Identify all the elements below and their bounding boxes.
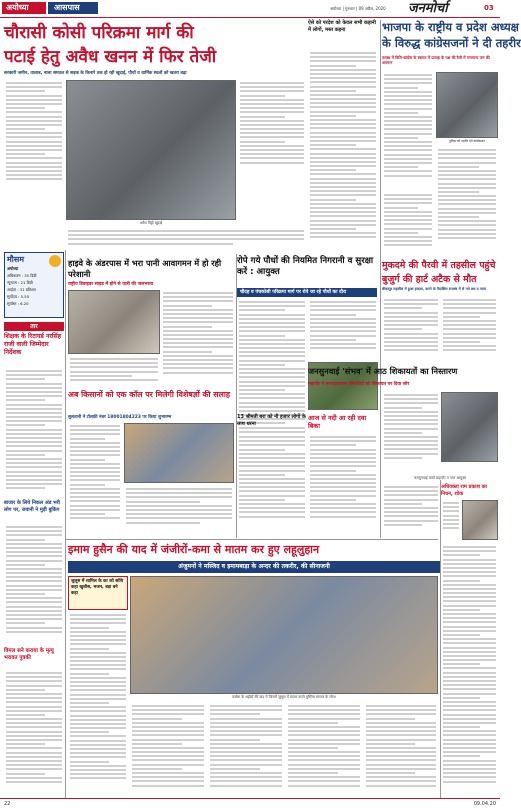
right-intro-text xyxy=(308,50,378,250)
story3-subhead: सुलतानी ने टोलफ्री नंबर 18001804223 पर किया शुभारम्भ xyxy=(68,415,172,420)
jansunvai-text-b xyxy=(382,484,440,538)
left-col-headline: शिक्षक के रिटायर्ड नरसिंह राजी वाली जिम्मेदार निर्देशक xyxy=(4,333,62,356)
weather-line-2: न्यूनतम : 21 डिग्री xyxy=(7,280,33,285)
column-rule-right xyxy=(380,20,381,538)
column-rule-left xyxy=(65,250,66,798)
bottom-text-b xyxy=(130,703,206,795)
jansunvai-caption: जनसुनवाई करते महापौर व नगर आयुक्त xyxy=(413,476,467,480)
section-tag-left: अयोध्या xyxy=(2,2,46,14)
left-col-text-3 xyxy=(4,670,64,794)
bottom-text-a xyxy=(68,612,128,794)
column-rule-mid xyxy=(236,254,237,538)
weather-line-5: सूर्यास्त : 6.20 xyxy=(7,301,29,306)
footer-right: 09.04.20 xyxy=(473,801,496,807)
right-headline-2: के विरुद्ध कांग्रेसजनों ने दी तहरीर xyxy=(382,36,521,50)
right-top-text-c xyxy=(382,192,434,256)
lead-photo xyxy=(66,80,236,220)
right-top-intro: ऐसे को परदेश को केवल सभी कहानी में लोगों, मस्त कहना xyxy=(308,20,376,33)
masthead: जनमोर्चा xyxy=(408,1,448,16)
left-col-bottom-headline: विमल सने कराया के मृत्यु भरावत पुत्रकी xyxy=(4,648,54,661)
right-top-photo-caption: पुलिस को तहरीर देते कांग्रेसजन xyxy=(448,139,486,143)
lead-text-col-1 xyxy=(4,80,64,250)
bottom-photo-caption: कर्बला के शहीदों की याद में जिसमें जुलूस में मातम करते मुस्लिम समाज के लोग। xyxy=(232,695,336,699)
right-mid-headline-1: मुकदमे की पैरवी में तहसील पहुंचे xyxy=(382,260,496,271)
section-tag-right: आसपास xyxy=(48,2,98,14)
story1-photo xyxy=(68,290,160,354)
weather-box xyxy=(4,252,64,318)
left-col-text-1 xyxy=(4,368,64,498)
story5-headline: आज से नदी आ रही दवा बिका xyxy=(308,414,367,430)
lead-subhead: सरकारी जमीन, तालाब, नाला समतल से सड़क के किनारे तक हो रही खुदाई, पौधों व धार्मिक स्थलों को खतरा बढ़ा xyxy=(4,71,187,76)
right-top-photo xyxy=(436,72,498,138)
right-mid-headline-2: बुजुर्ग की हार्ट अटैक से मौत xyxy=(382,274,477,285)
profile-text-long xyxy=(441,544,498,794)
right-subhead: तलब्ध में विलि-कांग्रेस के स्वागत में प्रत्याह के पक्ष की रैली में गणमान्य जन की अपमान xyxy=(382,55,490,65)
page-number: 03 xyxy=(484,4,494,12)
right-top-text-a xyxy=(382,72,434,190)
story2-subhead-bar: चौदह व पंचकोसी परिक्रमा मार्ग पर रोपे जा रहे पौधों का दौरा xyxy=(237,288,377,297)
bottom-text-d xyxy=(286,703,362,795)
footer-left: 22 xyxy=(4,801,11,807)
weather-place: अयोध्या xyxy=(7,266,19,271)
jansunvai-headline: जनसुनवाई 'संभव' में आठ शिकायतों का निस्तारण xyxy=(308,366,458,376)
story1-headline: हाइवे के अंडरपास में भरा पानी आवागमन में हो रही परेशानी xyxy=(68,258,222,279)
bottom-sidebar-box xyxy=(68,576,128,610)
story5-text xyxy=(308,434,378,534)
story3-text-b xyxy=(124,486,234,534)
right-top-text-b xyxy=(436,147,498,255)
story3-photo xyxy=(124,423,234,483)
story4-text xyxy=(237,434,307,534)
bottom-subhead: अंजुमनों ने मस्जिद व इमामबाड़ा के अन्दर की तकरीर, की सीनाजनी xyxy=(68,561,440,573)
story3-headline: अब किसानों को एक कॉल पर मिलेगी विशेषज्ञों की सलाह xyxy=(68,390,230,399)
bottom-sidebar-text: जुलूस में शामिल के का को सत्यि कहा खुशीस, भजन, बड़ा बने कहा xyxy=(71,579,124,596)
lead-photo-caption: अवैध मिट्टी खुदाई xyxy=(139,221,163,225)
weather-line-4: सूर्योदय : 5.55 xyxy=(7,294,30,299)
weather-line-3: आर्द्रता : 31 प्रतिशत xyxy=(7,287,36,292)
issue-meta: अयोध्या | गुरुवार | 09 अप्रैल, 2020 xyxy=(330,6,386,11)
bottom-text-e xyxy=(364,703,438,795)
right-headline-1: भाजपा के राष्ट्रीय व प्रदेश अध्यक्ष xyxy=(382,20,519,34)
bottom-headline: इमाम हुसैन की याद में जंजीरों-कमा से मातम कर हुए लहूलुहान xyxy=(68,543,320,556)
bottom-text-c xyxy=(208,703,284,795)
story1-text-b xyxy=(68,356,160,386)
jansunvai-photo xyxy=(441,392,498,462)
left-col-text-2 xyxy=(4,524,64,644)
weather-title: मौसम xyxy=(7,255,25,264)
profile-headline: अधिवक्ता राम प्रकाश का निधन, शोक xyxy=(441,484,487,497)
bottom-photo xyxy=(130,576,438,694)
right-mid-subhead: बीकापुर तहसील में हुआ हादसा, करने के पैदासिल राजस्व में ले गये शव व पाया xyxy=(382,287,486,291)
column-rule-bottom-right xyxy=(440,480,441,798)
profile-text xyxy=(441,500,461,540)
story1-subhead: राष्ट्रीय डिवाइडर साइड में होने से यात्री की जलभराव xyxy=(68,282,154,287)
footer-bar xyxy=(0,798,500,809)
left-col-mid-headline: बाजार के लिये निकल अंड भरी लोग पर, जवानी ने मुड़ी बुकिंग xyxy=(4,500,60,513)
story2-text-b xyxy=(308,299,378,359)
left-col-tag: तार xyxy=(4,322,64,331)
header-bar xyxy=(0,0,500,18)
story1-text-a xyxy=(161,290,235,386)
bottom-rule xyxy=(66,539,438,540)
lead-headline-1: चौरासी कोसी परिक्रमा मार्ग की xyxy=(4,23,194,43)
lead-text-col-2 xyxy=(238,80,306,230)
profile-photo xyxy=(462,500,498,540)
lead-text-col-3 xyxy=(66,228,306,256)
jansunvai-subhead: महापौर ने मनपाप्रशासन बीमारियों को शिकायत पर दिया जोर xyxy=(308,382,410,387)
right-mid-text-b xyxy=(441,297,498,363)
jansunvai-text-a xyxy=(382,392,440,474)
story2-headline: रोपे गये पौधों की नियमित निगरानी व सुरक्षा करें : आयुक्त xyxy=(237,256,374,277)
weather-line-1: अधिकतम : 35 डिग्री xyxy=(7,273,37,278)
story4-headline: 13 श्रीमती बरा को नौ हजार लोगों के साथ धरना xyxy=(237,414,306,427)
right-mid-text-a xyxy=(382,297,440,363)
lead-headline-2: पटाई हेतु अवैध खनन में फिर तेजी xyxy=(4,47,217,67)
story3-text-a xyxy=(68,423,122,535)
